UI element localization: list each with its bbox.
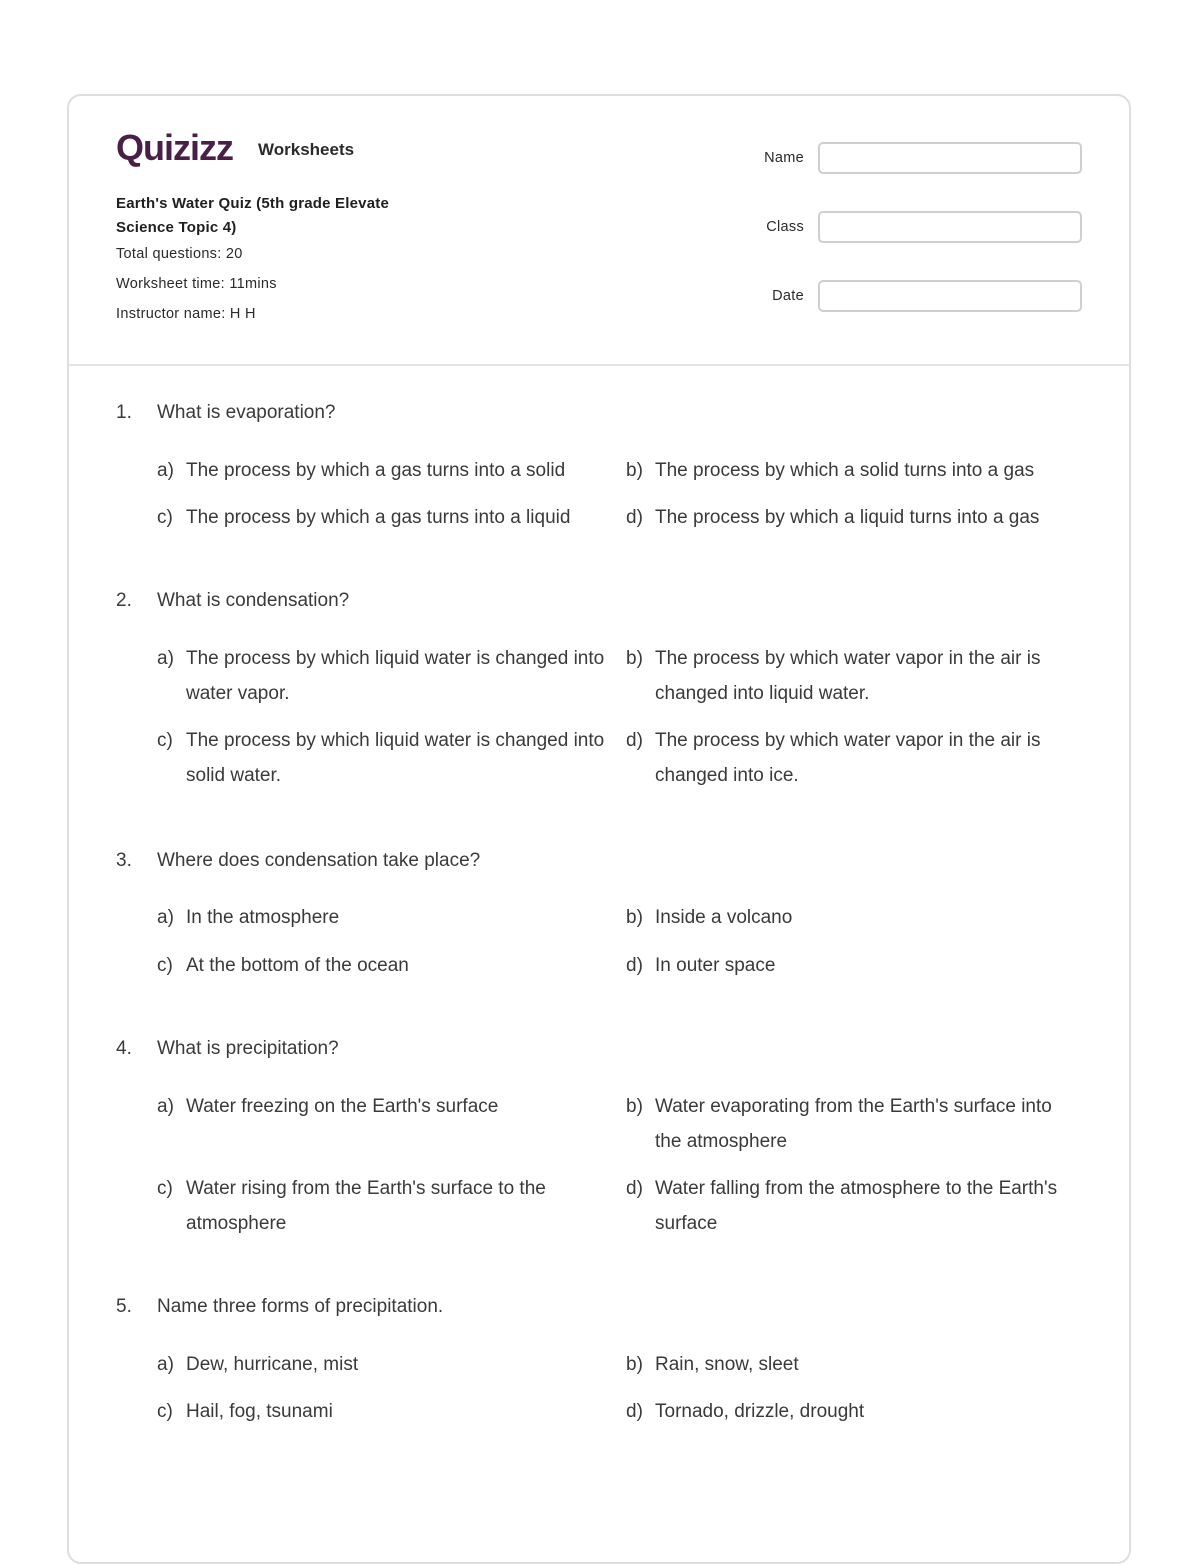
- option-text: Rain, snow, sleet: [655, 1354, 799, 1375]
- quizizz-logo-icon: [116, 130, 248, 168]
- worksheet-card: [67, 94, 1131, 1564]
- option-text: The process by which liquid water is changed into water vapor.: [186, 648, 605, 704]
- option-letter: a): [157, 1354, 174, 1375]
- option-text: Water evaporating from the Earth's surface into the atmosphere: [655, 1096, 1052, 1152]
- option-letter: a): [157, 460, 174, 481]
- date-label: Date: [772, 288, 804, 304]
- question-text: What is evaporation?: [157, 402, 336, 423]
- option-letter: b): [626, 648, 643, 669]
- question-number: 5.: [116, 1296, 132, 1317]
- option-text: Hail, fog, tsunami: [186, 1401, 333, 1422]
- question-number: 3.: [116, 850, 132, 871]
- option-text: The process by which a gas turns into a solid: [186, 460, 566, 481]
- option-letter: c): [157, 955, 173, 976]
- worksheet-header: [69, 96, 1129, 366]
- option-text: In the atmosphere: [186, 907, 340, 928]
- question-number: 2.: [116, 590, 132, 611]
- brand-subtitle: Worksheets: [258, 140, 355, 159]
- option-text: Tornado, drizzle, drought: [655, 1401, 865, 1422]
- option-letter: d): [626, 730, 643, 751]
- option-letter: b): [626, 460, 643, 481]
- option-text: The process by which water vapor in the air is changed into ice.: [655, 730, 1041, 786]
- option-text: Inside a volcano: [655, 907, 793, 928]
- option-letter: a): [157, 907, 174, 928]
- question-text: Name three forms of precipitation.: [157, 1296, 444, 1317]
- option-letter: c): [157, 507, 173, 528]
- option-text: Dew, hurricane, mist: [186, 1354, 359, 1375]
- date-field-row: [719, 280, 1082, 312]
- option-letter: d): [626, 955, 643, 976]
- option-text: Water freezing on the Earth's surface: [186, 1096, 499, 1117]
- option-text: Water rising from the Earth's surface to the atmosphere: [186, 1178, 546, 1234]
- option-text: At the bottom of the ocean: [186, 955, 409, 976]
- svg-text:Quizizz: Quizizz: [116, 130, 233, 168]
- option-text: The process by which liquid water is changed into solid water.: [186, 730, 605, 786]
- option-text: In outer space: [655, 955, 776, 976]
- option-text: Water falling from the atmosphere to the Earth's surface: [655, 1178, 1058, 1234]
- option-letter: b): [626, 1354, 643, 1375]
- question-number: 4.: [116, 1038, 132, 1059]
- option-letter: b): [626, 907, 643, 928]
- class-field-row: [719, 211, 1082, 243]
- option-letter: c): [157, 1178, 173, 1199]
- instructor-name: Instructor name: H H: [116, 306, 256, 322]
- question-text: Where does condensation take place?: [157, 850, 481, 871]
- option-letter: d): [626, 1178, 643, 1199]
- option-text: The process by which a liquid turns into a gas: [655, 507, 1040, 528]
- name-field[interactable]: [818, 142, 1082, 174]
- option-text: The process by which a gas turns into a liquid: [186, 507, 571, 528]
- quiz-title: Earth's Water Quiz (5th grade Elevate Science Topic 4): [116, 195, 389, 236]
- option-text: The process by which water vapor in the air is changed into liquid water.: [655, 648, 1041, 704]
- name-label: Name: [764, 150, 804, 166]
- class-field[interactable]: [818, 211, 1082, 243]
- option-letter: c): [157, 1401, 173, 1422]
- question-text: What is precipitation?: [157, 1038, 339, 1059]
- total-questions: Total questions: 20: [116, 246, 243, 262]
- option-letter: b): [626, 1096, 643, 1117]
- question-number: 1.: [116, 402, 132, 423]
- option-letter: d): [626, 1401, 643, 1422]
- worksheet-time: Worksheet time: 11mins: [116, 276, 277, 292]
- option-letter: c): [157, 730, 173, 751]
- question-text: What is condensation?: [157, 590, 350, 611]
- class-label: Class: [766, 219, 804, 235]
- brand-logo: [116, 130, 354, 168]
- name-field-row: [719, 142, 1082, 174]
- date-field[interactable]: [818, 280, 1082, 312]
- option-text: The process by which a solid turns into a gas: [655, 460, 1035, 481]
- option-letter: a): [157, 1096, 174, 1117]
- option-letter: d): [626, 507, 643, 528]
- option-letter: a): [157, 648, 174, 669]
